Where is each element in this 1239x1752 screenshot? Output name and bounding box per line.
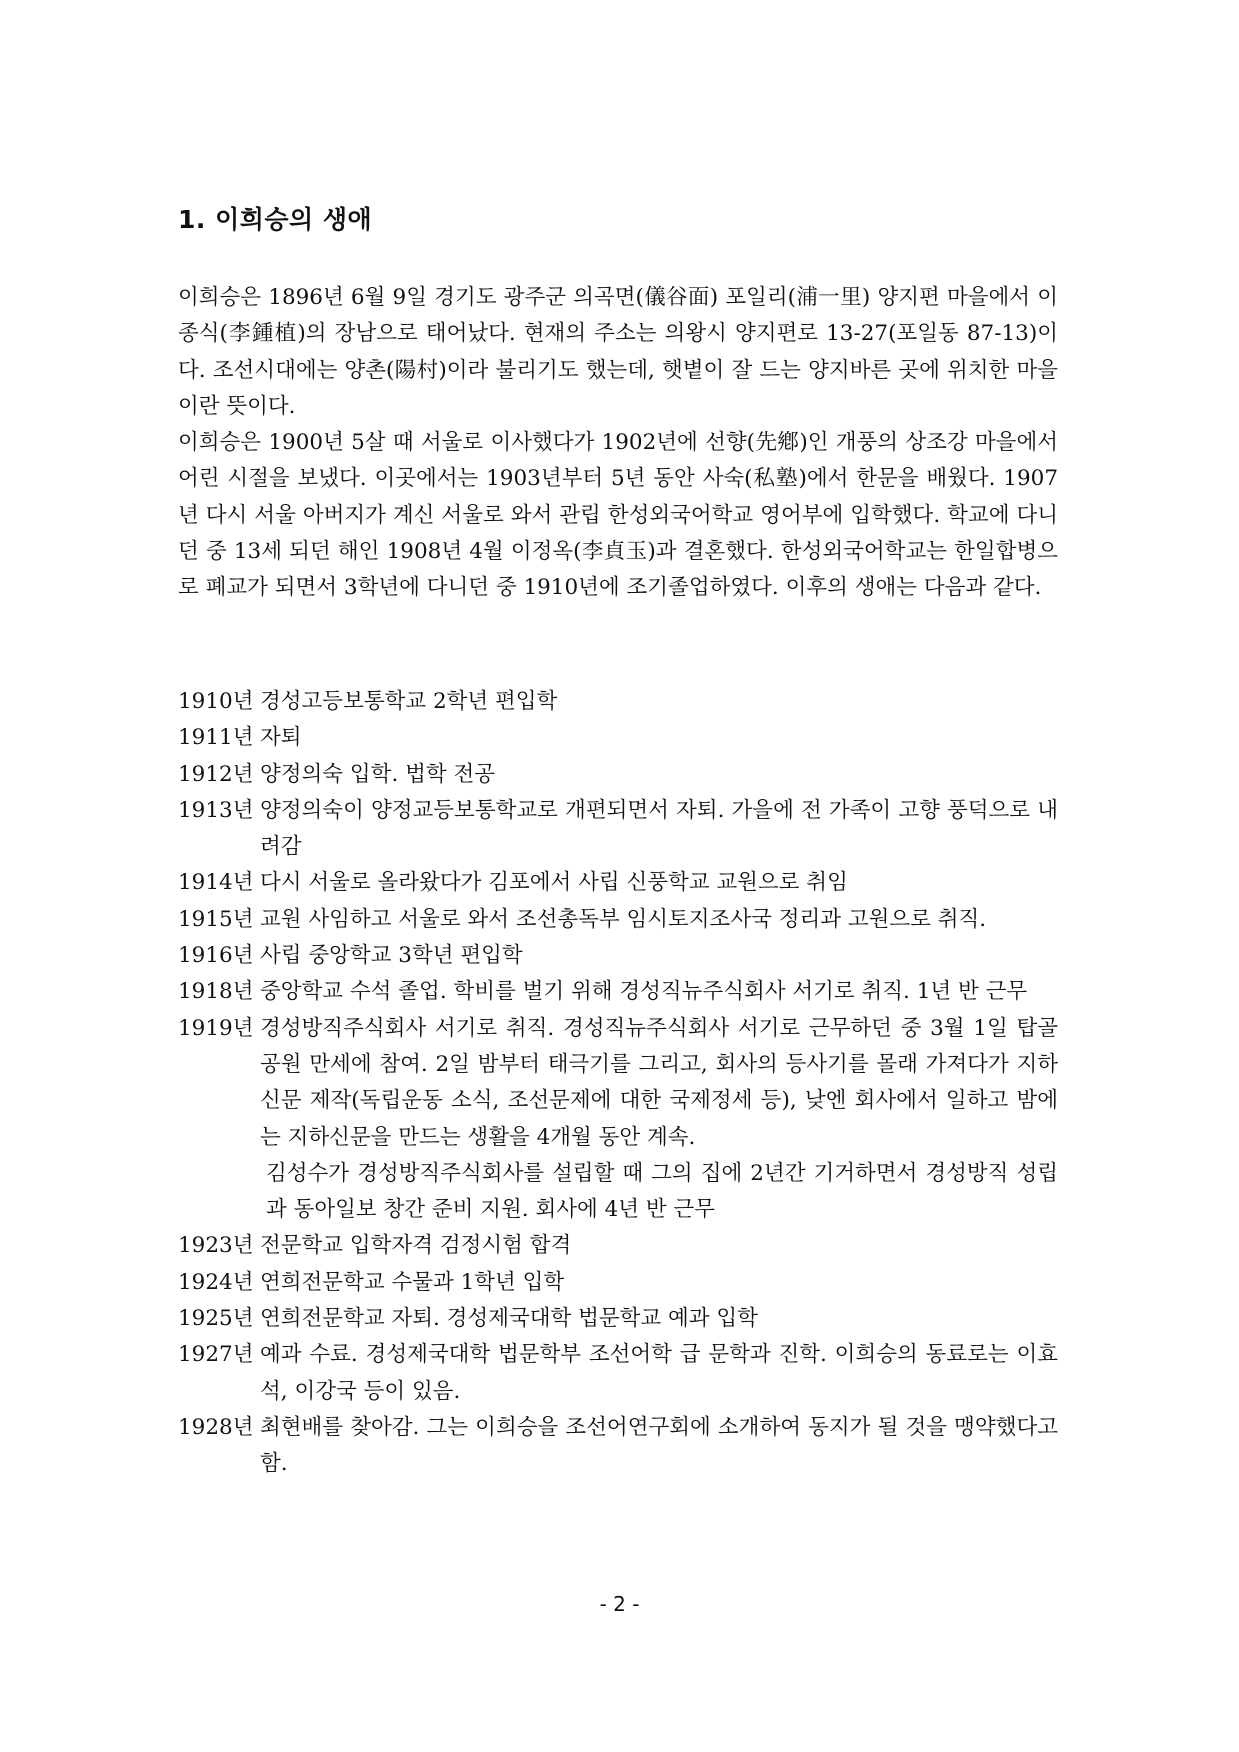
timeline-item xyxy=(178,902,1058,938)
timeline-text: 양정의숙이 양정교등보통학교로 개편되면서 자퇴. 가을에 전 가족이 고향 풍덕으로 내려감 xyxy=(260,797,1058,860)
timeline-text: 최현배를 찾아감. 그는 이희승을 조선어연구회에 소개하여 동지가 될 것을 맹약했다고 함. xyxy=(260,1414,1058,1477)
page-number: - 2 - xyxy=(599,1592,640,1616)
timeline-item xyxy=(178,684,1058,720)
timeline-text: 자퇴 xyxy=(260,725,302,751)
timeline-year: 1927년 xyxy=(178,1342,254,1368)
timeline-entry xyxy=(260,1011,1058,1229)
timeline-item xyxy=(178,974,1058,1010)
timeline-item xyxy=(178,1265,1058,1301)
timeline-extra: 김성수가 경성방직주식회사를 설립할 때 그의 집에 2년간 기거하면서 경성방직 성립과 동아일보 창간 준비 지원. 회사에 4년 반 근무 xyxy=(266,1160,1058,1223)
timeline-text: 사립 중앙학교 3학년 편입학 xyxy=(260,943,523,969)
timeline-list xyxy=(178,684,1058,1483)
timeline-text: 연희전문학교 자퇴. 경성제국대학 법문학교 예과 입학 xyxy=(260,1306,758,1332)
timeline-year: 1916년 xyxy=(178,943,254,969)
timeline-text: 경성고등보통학교 2학년 편입학 xyxy=(260,689,558,714)
timeline-item xyxy=(178,1011,1058,1229)
timeline-item xyxy=(178,1301,1058,1337)
timeline-item xyxy=(178,1228,1058,1264)
timeline-year: 1910년 xyxy=(178,689,254,714)
timeline-year: 1914년 xyxy=(178,870,254,896)
timeline-item xyxy=(178,938,1058,974)
timeline-year: 1911년 xyxy=(178,725,254,751)
timeline-year: 1912년 xyxy=(178,761,254,787)
timeline-item xyxy=(178,793,1058,866)
timeline-text: 중앙학교 수석 졸업. 학비를 벌기 위해 경성직뉴주식회사 서기로 취직. 1년 반 근무 xyxy=(260,979,1028,1005)
timeline-year: 1919년 xyxy=(178,1015,254,1041)
timeline-text: 교원 사임하고 서울로 와서 조선총독부 임시토지조사국 정리과 고원으로 취직. xyxy=(260,906,987,932)
intro-section xyxy=(178,280,1058,607)
timeline-item xyxy=(178,720,1058,756)
timeline-text: 연희전문학교 수물과 1학년 입학 xyxy=(260,1269,565,1295)
timeline-year: 1918년 xyxy=(178,979,254,1005)
timeline-year: 1913년 xyxy=(178,797,254,823)
timeline-year: 1923년 xyxy=(178,1233,254,1259)
timeline-text: 다시 서울로 올라왔다가 김포에서 사립 신풍학교 교원으로 취임 xyxy=(260,870,848,896)
timeline-item xyxy=(178,757,1058,793)
timeline-text: 예과 수료. 경성제국대학 법문학부 조선어학 급 문학과 진학. 이희승의 동료로는 이효석, 이강국 등이 있음. xyxy=(260,1342,1058,1404)
timeline-year: 1925년 xyxy=(178,1306,254,1332)
timeline-year: 1928년 xyxy=(178,1414,254,1440)
intro-paragraph: 이희승은 1896년 6월 9일 경기도 광주군 의곡면(儀谷面) 포일리(浦一里) 양지편 마을에서 이종식(李鍾植)의 장남으로 태어났다. 현재의 주소는 의왕시 양지편로 13-27(포일동 87-13)이다. 조선시대에는 양촌(陽村)이라 불리기도 했는데, 햇볕이 잘 드는 양지바른 곳에 위치한 마을이란 뜻이다. xyxy=(178,285,1058,419)
timeline-item xyxy=(178,865,1058,901)
timeline-year: 1924년 xyxy=(178,1269,254,1295)
timeline-text: 양정의숙 입학. 법학 전공 xyxy=(260,761,496,787)
timeline-item xyxy=(178,1410,1058,1483)
timeline-text: 전문학교 입학자격 검정시험 합격 xyxy=(260,1233,572,1259)
timeline-year: 1915년 xyxy=(178,906,254,932)
section-title: 1. 이희승의 생애 xyxy=(178,205,373,234)
timeline-text: 경성방직주식회사 서기로 취직. 경성직뉴주식회사 서기로 근무하던 중 3월 1일 탑골공원 만세에 참여. 2일 밤부터 태극기를 그리고, 회사의 등사기를 몰래 가져다가 지하신문 제작(독립운동 소식, 조선문제에 대한 국제정세 등), 낮엔 회사에서 일하고 밤에는 지하신문을 만드는 생활을 4개월 동안 계속. xyxy=(260,1015,1058,1150)
intro-paragraph: 이희승은 1900년 5살 때 서울로 이사했다가 1902년에 선향(先鄕)인 개풍의 상조강 마을에서 어린 시절을 보냈다. 이곳에서는 1903년부터 5년 동안 사숙(私塾)에서 한문을 배웠다. 1907년 다시 서울 아버지가 계신 서울로 와서 관립 한성외국어학교 영어부에 입학했다. 학교에 다니던 중 13세 되던 해인 1908년 4월 이정옥(李貞玉)과 결혼했다. 한성외국어학교는 한일합병으로 폐교가 되면서 3학년에 다니던 중 1910년에 조기졸업하였다. 이후의 생애는 다음과 같다. xyxy=(178,430,1058,601)
timeline-item xyxy=(178,1337,1058,1410)
